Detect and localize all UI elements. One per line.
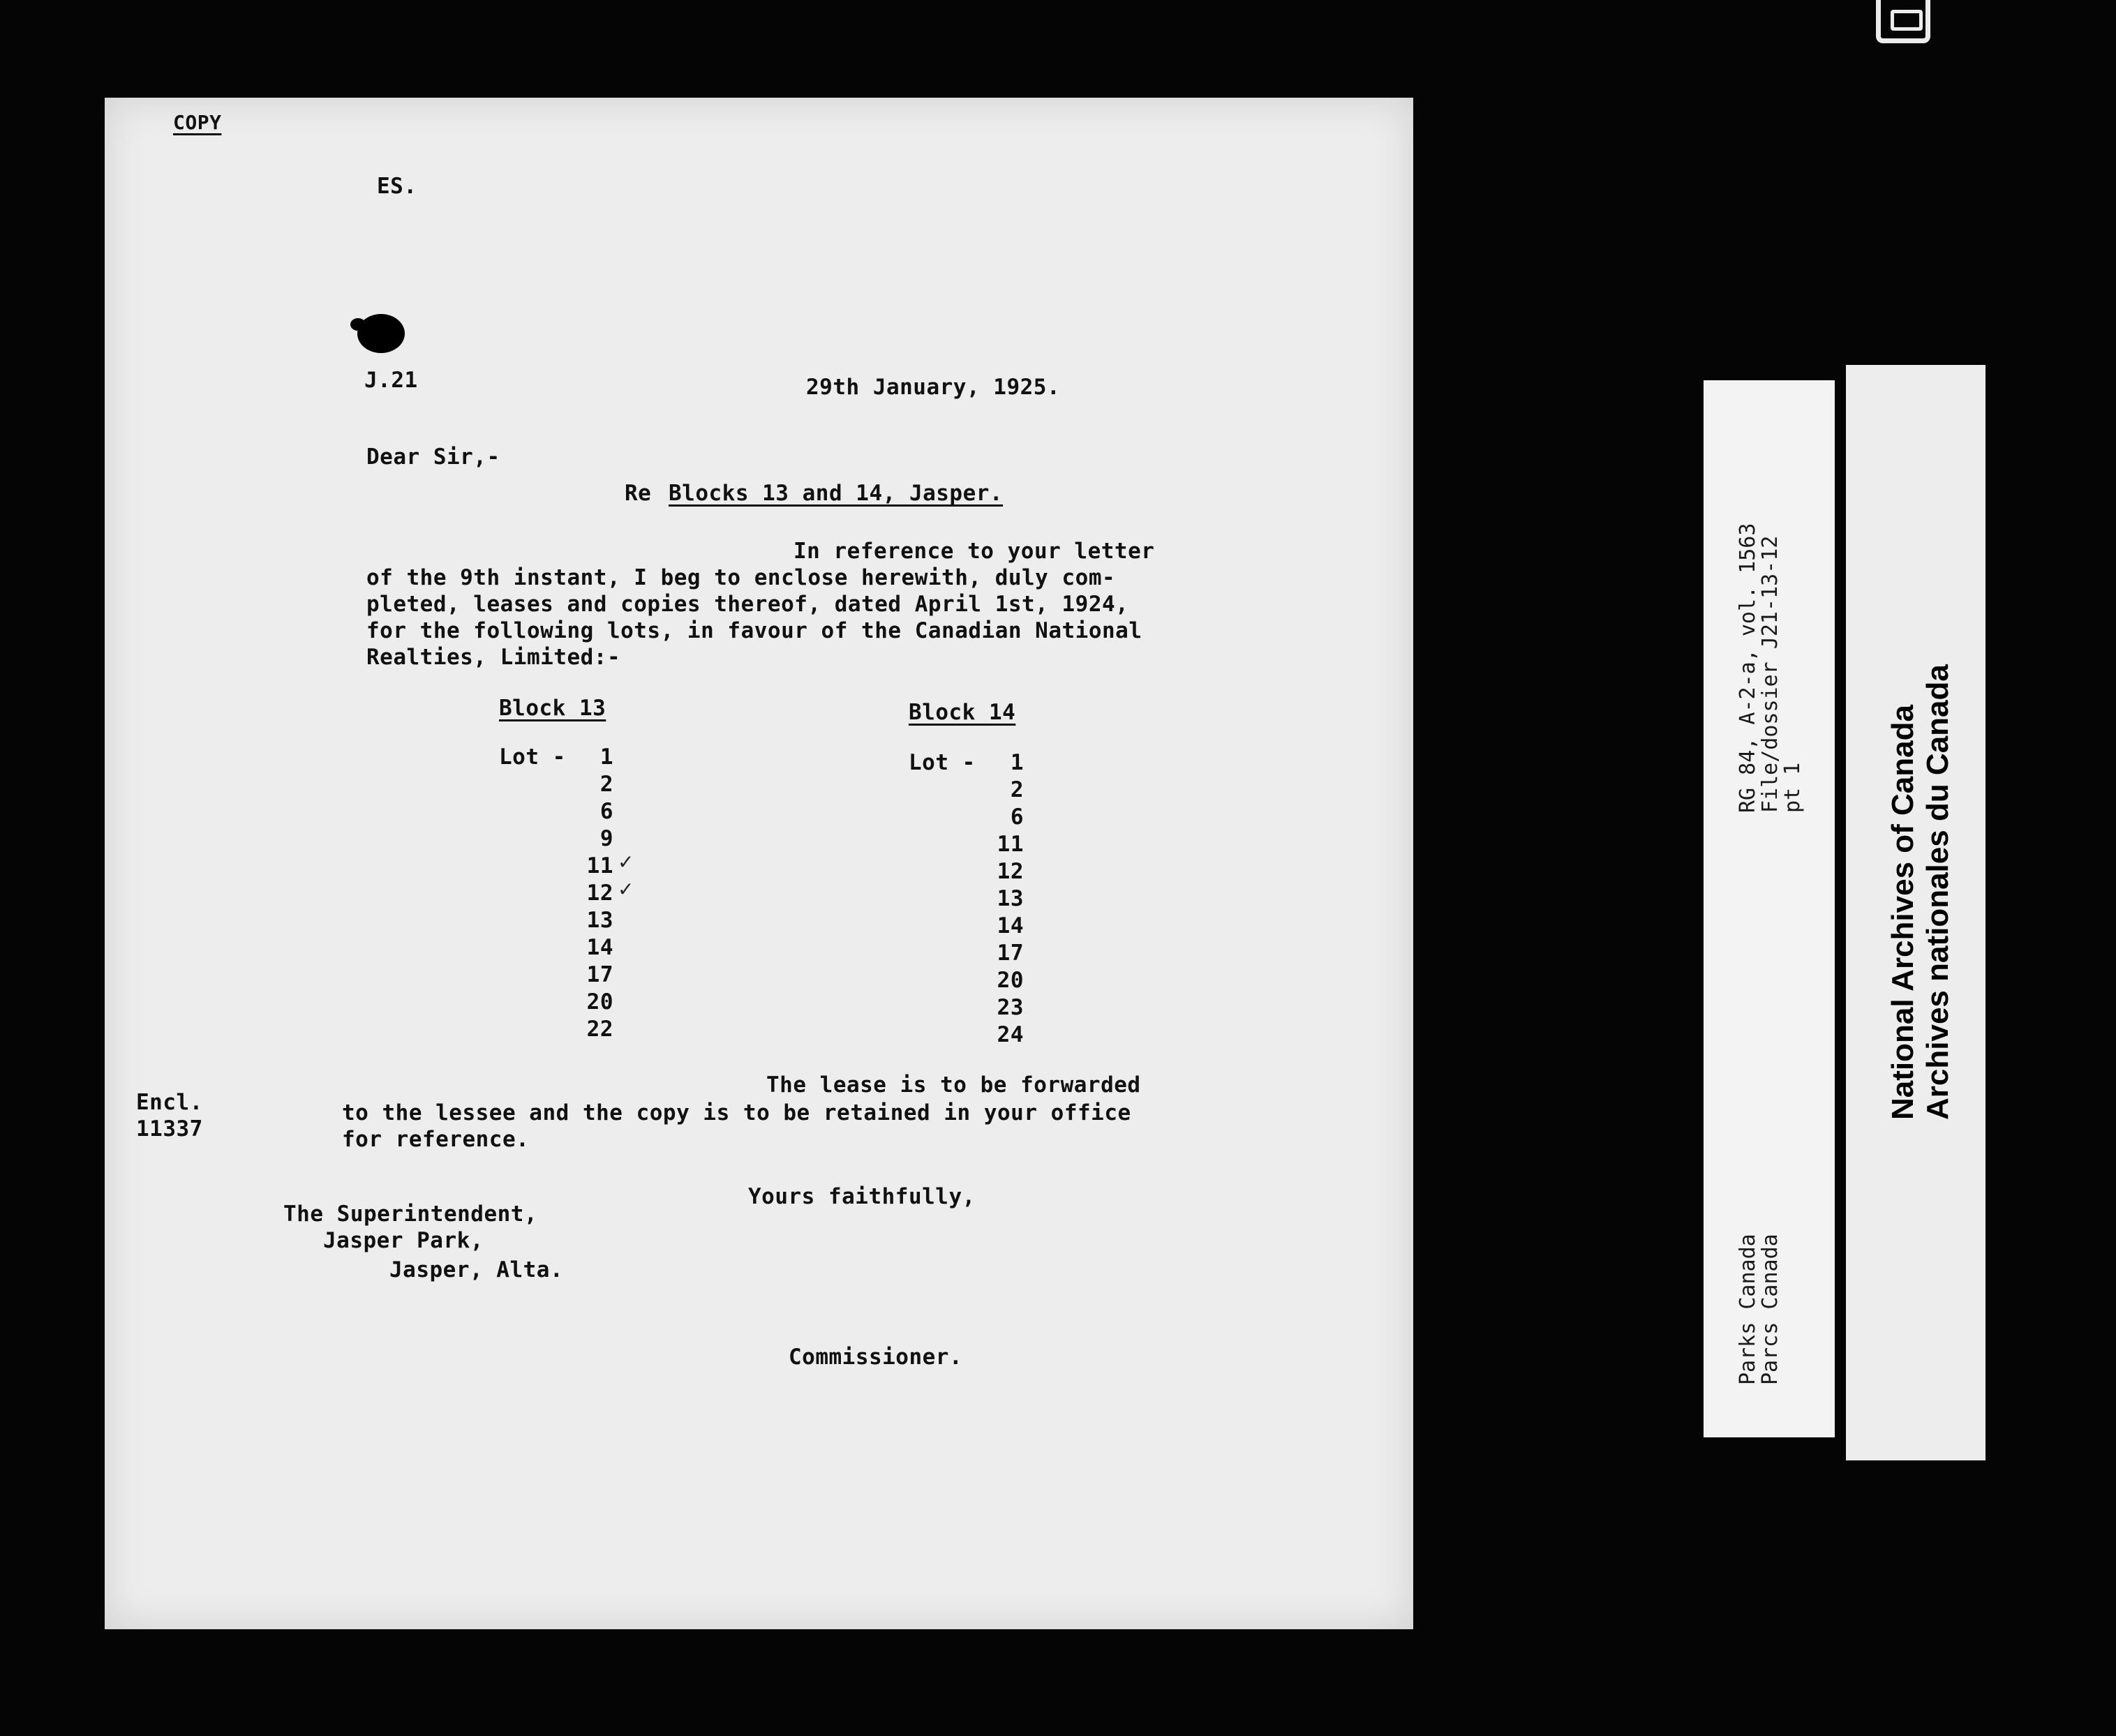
- letter-date: 29th January, 1925.: [806, 375, 1061, 400]
- source-line: Parcs Canada: [1758, 1234, 1782, 1385]
- block14-lot: 2: [1010, 777, 1024, 802]
- block13-lot: 1: [599, 744, 613, 770]
- block13-lot: 6: [599, 799, 613, 824]
- block13-lot: 2: [599, 772, 613, 797]
- block13-lot: 20: [586, 989, 613, 1015]
- closing-line: to the lessee and the copy is to be retained in your office: [342, 1100, 1131, 1125]
- block14-lot-label: Lot -: [909, 750, 976, 775]
- ink-blot: [357, 314, 405, 353]
- source-line: Parks Canada: [1736, 1234, 1760, 1385]
- reference-line: pt 1: [1780, 762, 1805, 813]
- reference-line: RG 84, A-2-a, vol. 1563: [1736, 523, 1760, 813]
- block13-lot: 11: [586, 853, 613, 878]
- checkmark-icon: ✓: [618, 851, 634, 874]
- institution-text: [1886, 664, 1955, 1120]
- closing-line: for reference.: [342, 1127, 530, 1152]
- checkmark-icon: ✓: [618, 878, 634, 901]
- copy-stamp: COPY: [173, 111, 222, 134]
- block13-lot: 14: [586, 935, 613, 960]
- block13-lot-label: Lot -: [499, 744, 566, 770]
- salutation: Dear Sir,-: [366, 444, 500, 470]
- block14-heading: Block 14: [909, 700, 1016, 725]
- subject-prefix: Re: [625, 481, 652, 506]
- typist-initials: ES.: [377, 174, 417, 199]
- body-line: for the following lots, in favour of the Canadian National: [366, 618, 1142, 643]
- block13-lot: 22: [586, 1017, 613, 1042]
- block14-lot: 12: [997, 859, 1024, 884]
- valediction: Yours faithfully,: [748, 1184, 976, 1209]
- addressee-line: The Superintendent,: [283, 1202, 538, 1227]
- archive-reference-label: [1704, 380, 1835, 1437]
- institution-line: National Archives of Canada: [1886, 705, 1920, 1120]
- reference-text: [1737, 523, 1804, 813]
- reference-line: File/dossier J21-13-12: [1758, 535, 1782, 813]
- body-line: Realties, Limited:-: [366, 645, 621, 670]
- block13-lot: 13: [586, 908, 613, 933]
- enclosure-number: 11337: [136, 1116, 203, 1142]
- body-line: pleted, leases and copies thereof, dated April 1st, 1924,: [366, 592, 1129, 617]
- letter-page: [105, 98, 1413, 1629]
- block13-heading: Block 13: [499, 696, 606, 721]
- block14-lot: 1: [1010, 750, 1024, 775]
- closing-line: The lease is to be forwarded: [766, 1072, 1141, 1098]
- block14-lot: 14: [997, 913, 1024, 938]
- block13-lot: 17: [586, 962, 613, 987]
- addressee-line: Jasper Park,: [323, 1228, 484, 1253]
- signature-title: Commissioner.: [789, 1345, 963, 1370]
- block14-lot: 11: [997, 832, 1024, 857]
- subject-line: Blocks 13 and 14, Jasper.: [669, 481, 1004, 506]
- block13-lot: 9: [599, 826, 613, 851]
- block14-lot: 20: [997, 968, 1024, 993]
- source-text: [1737, 1234, 1782, 1385]
- block14-lot: 24: [997, 1022, 1024, 1047]
- block13-lot: 12: [586, 881, 613, 906]
- block14-lot: 17: [997, 941, 1024, 966]
- institution-line: Archives nationales du Canada: [1921, 664, 1955, 1120]
- archive-institution-label: [1846, 365, 1985, 1460]
- clip-mark: [1876, 0, 1930, 43]
- file-reference: J.21: [364, 368, 418, 393]
- body-line: of the 9th instant, I beg to enclose herewith, duly com-: [366, 565, 1116, 590]
- block14-lot: 6: [1010, 805, 1024, 830]
- block14-lot: 23: [997, 995, 1024, 1020]
- addressee-line: Jasper, Alta.: [389, 1257, 564, 1282]
- block14-lot: 13: [997, 886, 1024, 911]
- enclosure-label: Encl.: [136, 1090, 203, 1115]
- body-line: In reference to your letter: [794, 539, 1155, 564]
